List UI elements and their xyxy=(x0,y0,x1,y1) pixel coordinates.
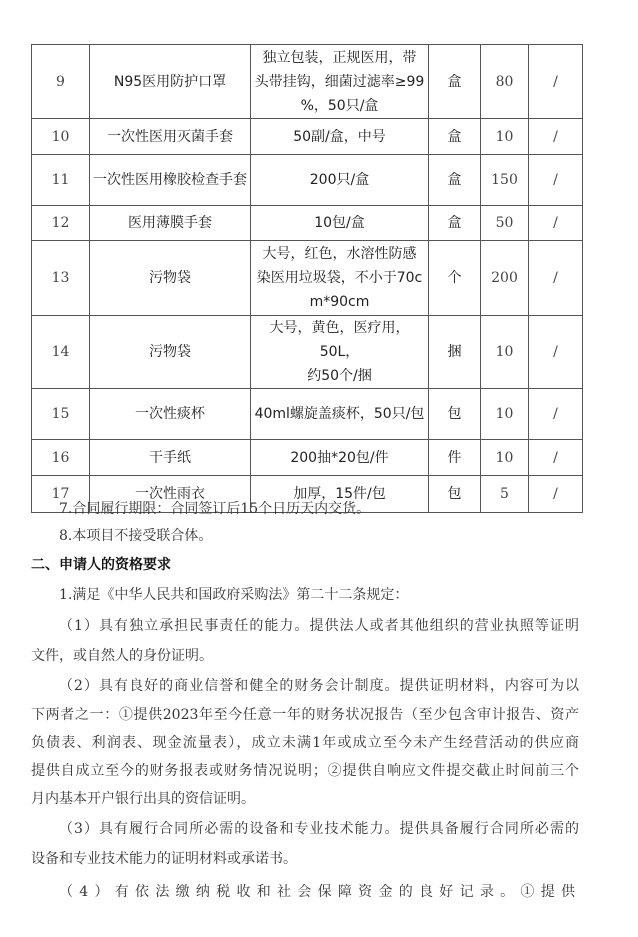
cell-note: / xyxy=(529,155,583,206)
section-heading-qualifications: 二、申请人的资格要求 xyxy=(31,557,171,573)
table-row xyxy=(32,155,583,206)
cell-note: / xyxy=(529,440,583,476)
cell-name: 医用薄膜手套 xyxy=(90,206,251,241)
cell-qty: 10 xyxy=(481,119,529,155)
cell-unit: 件 xyxy=(429,440,481,476)
cell-note: / xyxy=(529,316,583,389)
supply-table xyxy=(31,44,583,513)
cell-name: N95医用防护口罩 xyxy=(90,45,251,119)
cell-qty: 10 xyxy=(481,316,529,389)
cell-unit: 盒 xyxy=(429,155,481,206)
cell-qty: 10 xyxy=(481,440,529,476)
para-4-line: （4）有依法缴纳税收和社会保障资金的良好记录。①提供 xyxy=(59,884,575,900)
cell-unit: 盒 xyxy=(429,206,481,241)
cell-note: / xyxy=(529,241,583,316)
cell-name: 污物袋 xyxy=(90,241,251,316)
cell-name: 干手纸 xyxy=(90,440,251,476)
table-row xyxy=(32,206,583,241)
cell-no: 13 xyxy=(32,241,90,316)
spec-line: m*90cm xyxy=(309,294,370,310)
cell-spec xyxy=(251,241,429,316)
spec-line: 10包/盒 xyxy=(314,215,365,231)
para-3-line: （3）具有履行合同所必需的设备和专业技术能力。提供具备履行合同所必需的 xyxy=(59,821,579,837)
cell-unit: 个 xyxy=(429,241,481,316)
cell-no: 12 xyxy=(32,206,90,241)
cell-name: 一次性痰杯 xyxy=(90,389,251,440)
cell-qty: 200 xyxy=(481,241,529,316)
table-row xyxy=(32,241,583,316)
item-8-consortium: 8.本项目不接受联合体。 xyxy=(59,528,213,544)
para-2-line: 月内基本开户银行出具的资信证明。 xyxy=(31,791,255,807)
cell-unit: 盒 xyxy=(429,119,481,155)
para-1-line: 文件，或自然人的身份证明。 xyxy=(31,648,213,664)
spec-line: 加厚，15件/包 xyxy=(293,486,386,502)
cell-no: 11 xyxy=(32,155,90,206)
spec-line: %，50只/盒 xyxy=(300,97,379,114)
cell-note: / xyxy=(529,119,583,155)
cell-qty: 5 xyxy=(481,476,529,513)
table-row xyxy=(32,389,583,440)
cell-spec xyxy=(251,119,429,155)
cell-note: / xyxy=(529,45,583,119)
cell-name: 一次性医用灭菌手套 xyxy=(90,119,251,155)
cell-qty: 80 xyxy=(481,45,529,119)
cell-unit: 包 xyxy=(429,389,481,440)
para-2-line: 负债表、利润表、现金流量表），成立未满1年或成立至今未产生经营活动的供应商 xyxy=(31,735,579,751)
cell-unit: 盒 xyxy=(429,45,481,119)
cell-spec xyxy=(251,206,429,241)
cell-unit: 包 xyxy=(429,476,481,513)
para-2-line: 提供自成立至今的财务报表或财务情况说明；②提供自响应文件提交截止时间前三个 xyxy=(31,763,579,779)
spec-line: 50副/盒，中号 xyxy=(293,128,386,145)
para-2-line: （2）具有良好的商业信誉和健全的财务会计制度。提供证明材料，内容可为以 xyxy=(59,678,579,694)
para-1-line: （1）具有独立承担民事责任的能力。提供法人或者其他组织的营业执照等证明 xyxy=(59,618,579,634)
table-row xyxy=(32,440,583,476)
cell-spec xyxy=(251,155,429,206)
spec-line: 40ml螺旋盖痰杯，50只/包 xyxy=(254,406,425,422)
cell-no: 9 xyxy=(32,45,90,119)
table-row xyxy=(32,316,583,389)
spec-line: 染医用垃圾袋，不小于70c xyxy=(256,270,423,286)
para-2-line: 下两者之一：①提供2023年至今任意一年的财务状况报告（至少包含审计报告、资产 xyxy=(31,707,579,723)
cell-note: / xyxy=(529,206,583,241)
para-3-line: 设备和专业技术能力的证明材料或承诺书。 xyxy=(31,851,297,867)
spec-line: 头带挂钩，细菌过滤率≥99 xyxy=(254,73,425,90)
table-row xyxy=(32,45,583,119)
cell-no: 14 xyxy=(32,316,90,389)
cell-qty: 10 xyxy=(481,389,529,440)
cell-note: / xyxy=(529,476,583,513)
cell-unit: 捆 xyxy=(429,316,481,389)
cell-no: 16 xyxy=(32,440,90,476)
cell-name: 一次性雨衣 xyxy=(90,476,251,513)
spec-line: 约50个/捆 xyxy=(307,368,372,384)
table-row xyxy=(32,119,583,155)
cell-no: 17 xyxy=(32,476,90,513)
cell-name: 污物袋 xyxy=(90,316,251,389)
spec-line: 200只/盒 xyxy=(309,172,370,188)
spec-line: 200抽*20包/件 xyxy=(290,449,389,466)
cell-spec xyxy=(251,316,429,389)
cell-name: 一次性医用橡胶检查手套 xyxy=(90,155,251,206)
spec-line: 大号，红色，水溶性防感 xyxy=(262,246,417,262)
cell-spec xyxy=(251,440,429,476)
cell-qty: 150 xyxy=(481,155,529,206)
cell-no: 15 xyxy=(32,389,90,440)
requirement-1: 1.满足《中华人民共和国政府采购法》第二十二条规定： xyxy=(59,587,409,603)
cell-spec xyxy=(251,389,429,440)
cell-qty: 50 xyxy=(481,206,529,241)
cell-note: / xyxy=(529,389,583,440)
spec-line: 独立包装，正规医用，带 xyxy=(262,49,417,66)
spec-line: 大号，黄色，医疗用，50L， xyxy=(269,320,410,360)
item-7-delivery-period: 7.合同履行期限：合同签订后15个日历天内交货。 xyxy=(59,501,371,517)
cell-spec xyxy=(251,45,429,119)
cell-no: 10 xyxy=(32,119,90,155)
